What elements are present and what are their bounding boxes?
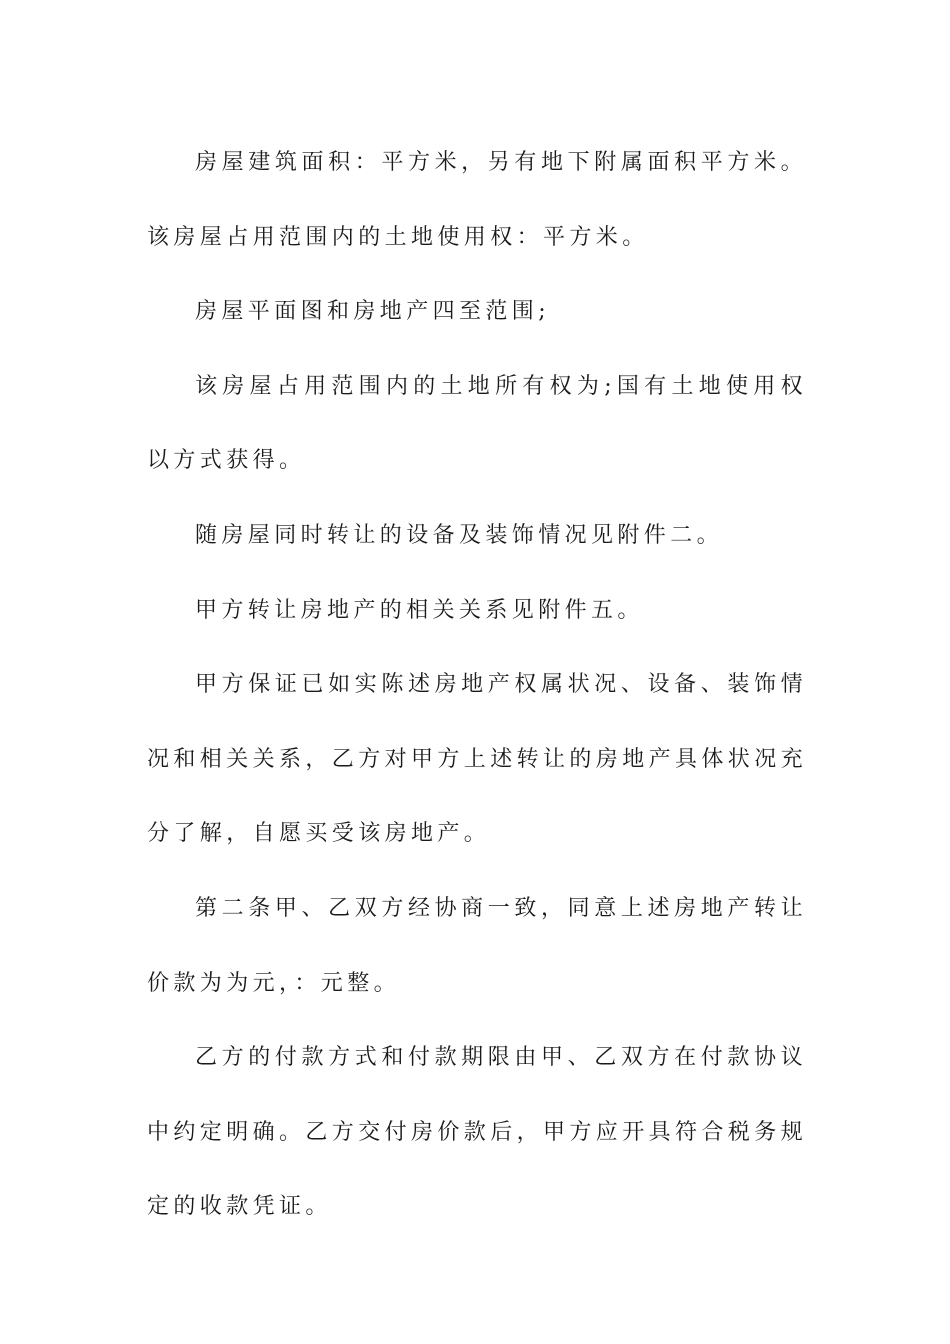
paragraph-relations: 甲方转让房地产的相关关系见附件五。 bbox=[195, 597, 644, 623]
paragraph-equipment: 随房屋同时转让的设备及装饰情况见附件二。 bbox=[195, 522, 724, 548]
paragraph-guarantee: 甲方保证已如实陈述房地产权属状况、设备、装饰情况和相关关系，乙方对甲方上述转让的房地产具体状况充分了解，自愿买受该房地产。 bbox=[147, 672, 808, 847]
paragraph-article-two: 第二条甲、乙双方经协商一致，同意上述房地产转让价款为为元，：元整。 bbox=[147, 895, 807, 996]
document-body bbox=[147, 126, 807, 1245]
paragraph-land-ownership: 该房屋占用范围内的土地所有权为;国有土地使用权以方式获得。 bbox=[147, 373, 807, 474]
paragraph-floor-plan: 房屋平面图和房地产四至范围; bbox=[195, 299, 551, 325]
paragraph-area: 房屋建筑面积：平方米，另有地下附属面积平方米。该房屋占用范围内的土地使用权：平方米。 bbox=[147, 150, 807, 250]
paragraph-payment: 乙方的付款方式和付款期限由甲、乙双方在付款协议中约定明确。乙方交付房价款后，甲方应开具符合税务规定的收款凭证。 bbox=[147, 1045, 808, 1220]
